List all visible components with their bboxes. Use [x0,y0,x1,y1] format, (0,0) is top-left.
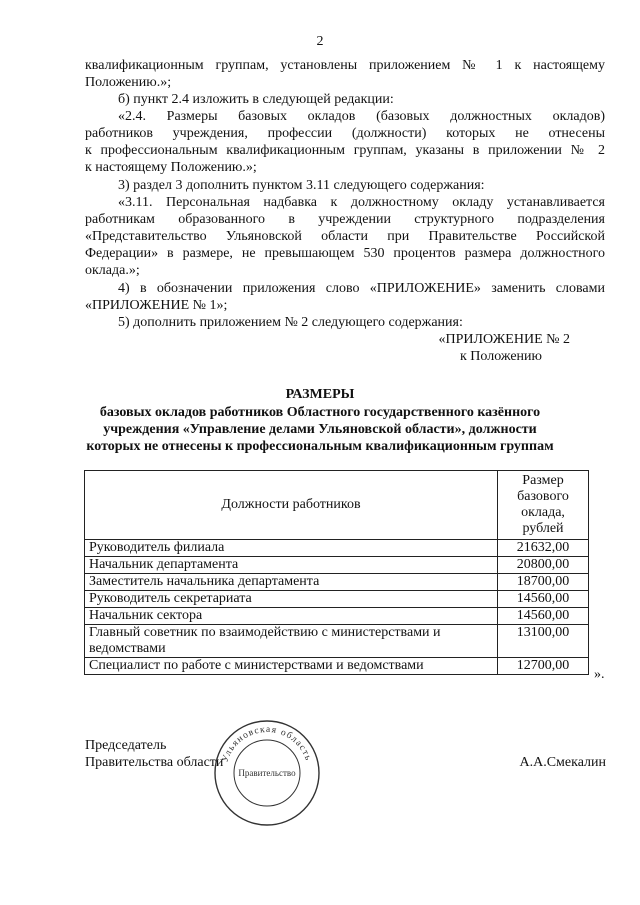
table-row [85,591,589,608]
heading-line-2: учреждения «Управление делами Ульяновской области», должности [103,422,537,437]
header-position: Должности работников [85,471,498,540]
header-salary-line: Размер [522,473,564,488]
row-position: Начальник департамента [85,557,498,574]
salary-table [84,470,589,675]
appendix-label: «ПРИЛОЖЕНИЕ № 2 [438,332,570,347]
row-salary: 14560,00 [498,591,589,608]
body-line-9: «3.11. Персональная надбавка к должностному окладу устанавливается [118,195,605,210]
table-row [85,625,589,658]
body-line-11: «Представительство Ульяновской области при Правительстве Российской [85,229,605,244]
table-row [85,574,589,591]
body-line-12: Федерации» в размере, не превышающем 530 процентов размера должностного [85,246,605,261]
row-salary: 18700,00 [498,574,589,591]
row-salary: 13100,00 [498,625,589,658]
signatory-name: А.А.Смекалин [519,755,606,770]
body-line-4: «2.4. Размеры базовых окладов (базовых должностных окладов) [118,109,605,124]
body-line-7: к настоящему Положению.»; [85,160,257,175]
body-line-3: б) пункт 2.4 изложить в следующей редакции: [118,92,394,107]
svg-text:Ульяновская область [221,725,314,764]
row-position: Главный советник по взаимодействию с министерствами и ведомствами [85,625,498,658]
header-salary [498,471,589,540]
body-line-8: 3) раздел 3 дополнить пунктом 3.11 следующего содержания: [118,178,485,193]
row-salary: 14560,00 [498,608,589,625]
table-row [85,557,589,574]
body-line-2: Положению.»; [85,75,172,90]
row-salary: 21632,00 [498,540,589,557]
row-position: Специалист по работе с министерствами и ведомствами [85,658,498,675]
body-line-6: к профессиональным квалификационным группам, указаны в приложении № 2 [85,143,605,158]
body-line-14: 4) в обозначении приложения слово «ПРИЛОЖЕНИЕ» заменить словами [118,281,605,296]
signatory-title-line-1: Председатель [85,738,167,753]
heading-line-3: которых не отнесены к профессиональным квалификационным группам [86,439,554,454]
seal-inner-text: Правительство [238,768,296,778]
table-header-row [85,471,589,540]
table-row [85,658,589,675]
body-line-5: работников учреждения, профессии (должности) которых не отнесены [85,126,605,141]
row-position: Заместитель начальника департамента [85,574,498,591]
document-heading: РАЗМЕРЫ [285,387,355,402]
heading-line-1: базовых окладов работников Областного государственного казённого [99,405,541,420]
official-seal [212,718,322,828]
header-salary-line: рублей [522,521,564,536]
body-line-10: работникам образованного в учреждении структурного подразделения [85,212,605,227]
body-line-15: «ПРИЛОЖЕНИЕ № 1»; [85,298,228,313]
page-number: 2 [316,34,324,49]
header-salary-line: базового [517,489,569,504]
table-row [85,540,589,557]
row-position: Руководитель филиала [85,540,498,557]
body-line-13: оклада.»; [85,263,140,278]
row-position: Начальник сектора [85,608,498,625]
seal-outer-text: Ульяновская область [220,724,314,764]
appendix-subtitle: к Положению [459,349,542,364]
body-line-16: 5) дополнить приложением № 2 следующего содержания: [118,315,463,330]
signatory-title-line-2: Правительства области [85,755,224,770]
closing-quote: ». [594,667,605,682]
table-row [85,608,589,625]
row-salary: 20800,00 [498,557,589,574]
row-position: Руководитель секретариата [85,591,498,608]
body-line-1: квалификационным группам, установлены приложением № 1 к настоящему [85,58,605,73]
header-salary-line: оклада, [521,505,565,520]
row-salary: 12700,00 [498,658,589,675]
